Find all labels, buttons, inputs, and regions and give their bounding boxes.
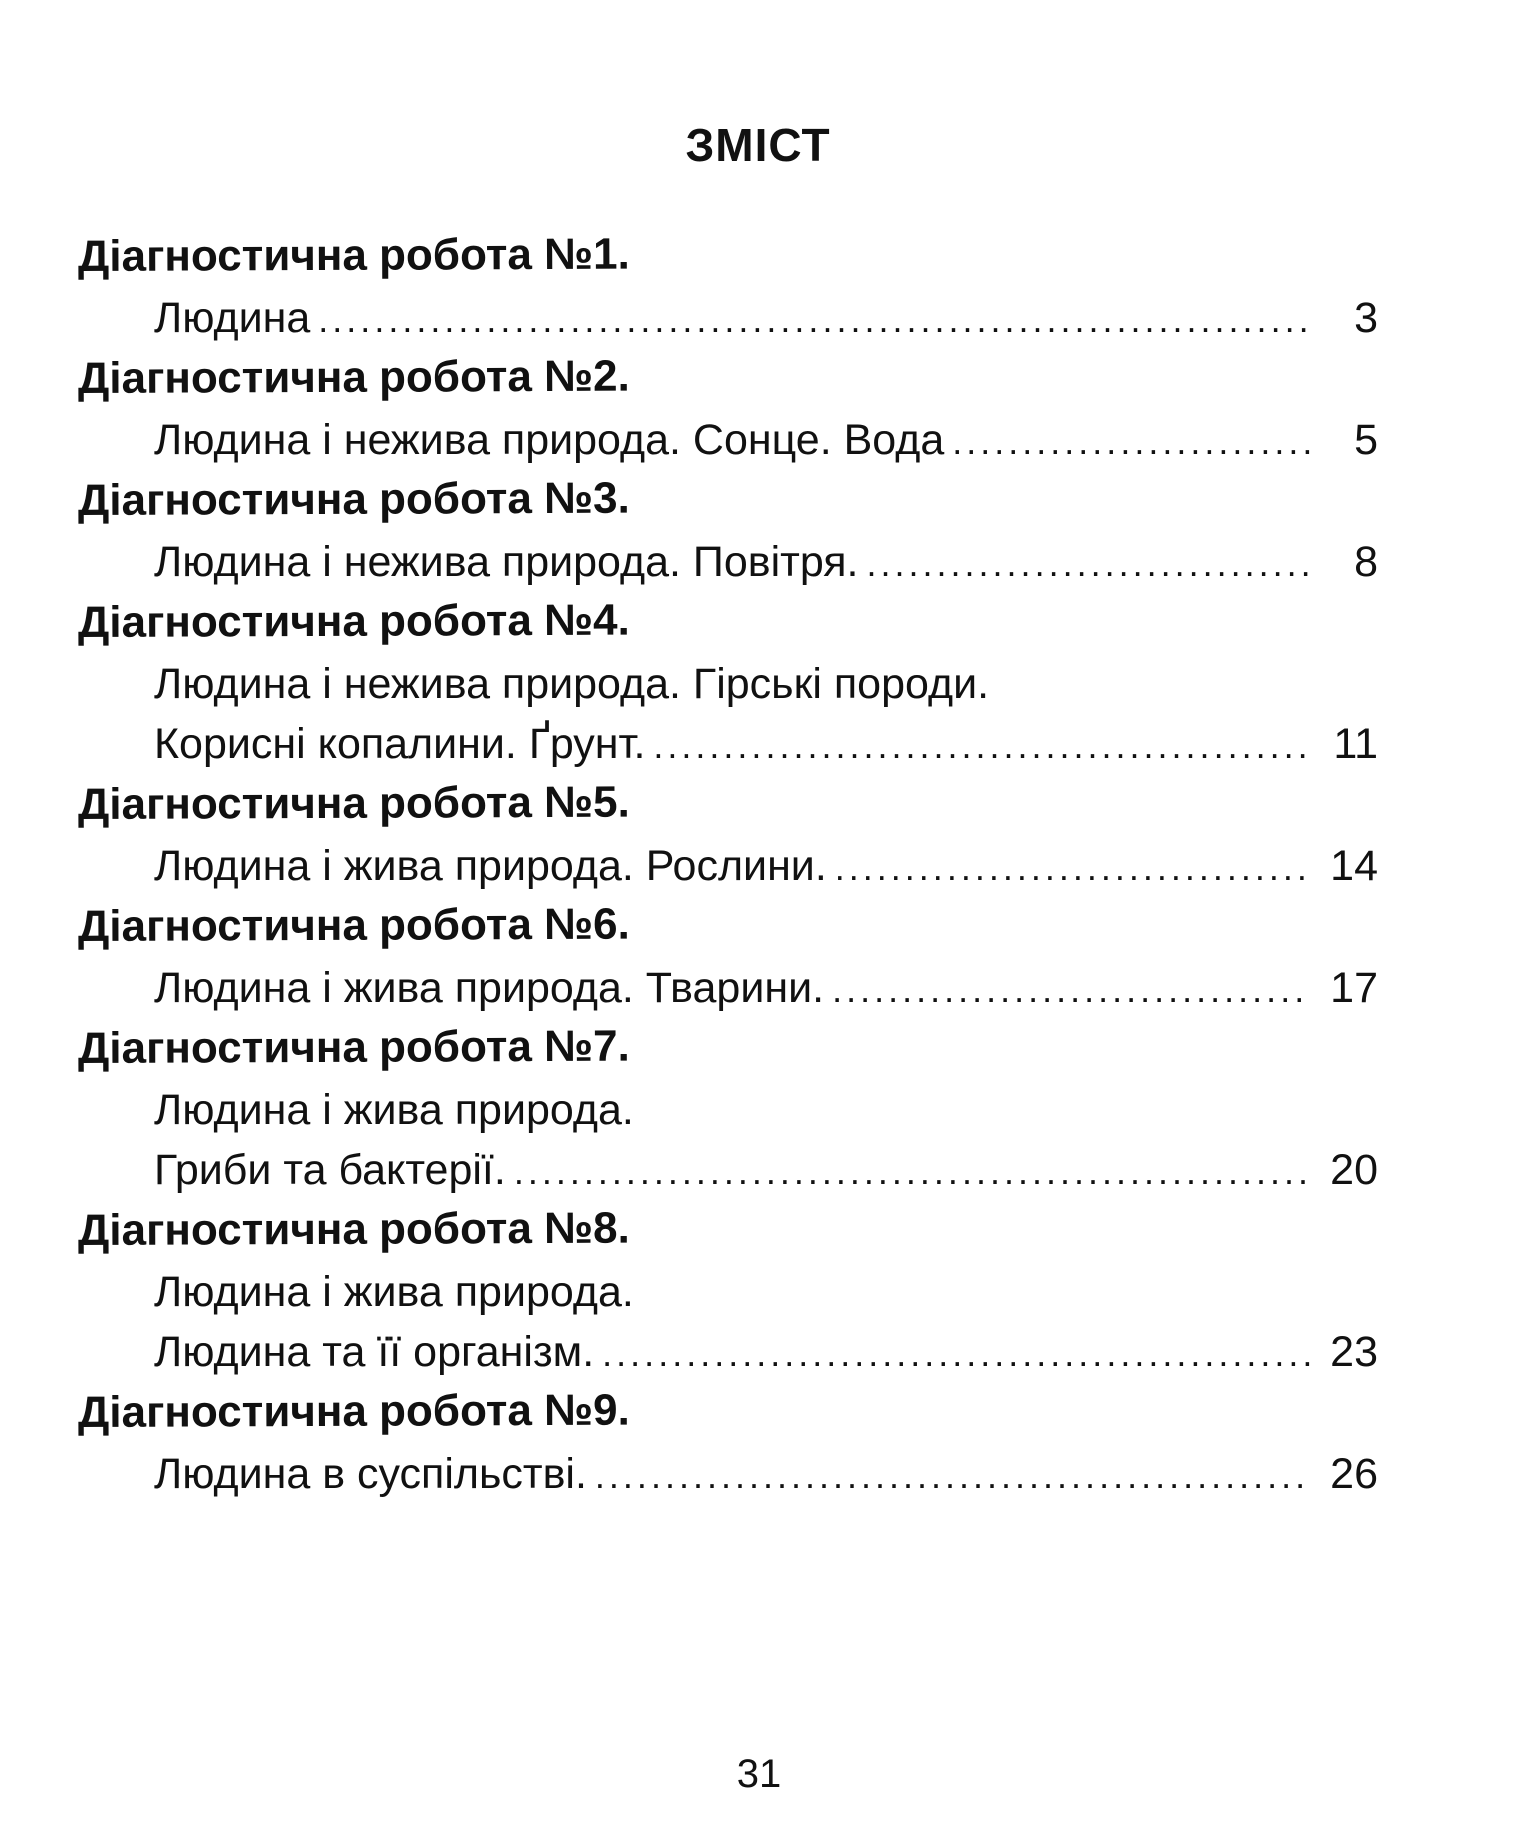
toc-entry [78,1080,1408,1200]
toc-entry-title: Людина в суспільстві. [154,1450,587,1498]
toc-page-number: 5 [1354,416,1378,464]
toc-entry-title: Людина і нежива природа. Повітря. [154,538,859,586]
toc-entry-title: Людина та її організм. [154,1328,595,1376]
toc-entry-title: Людина і жива природа. Тварини. [154,964,825,1012]
toc-entry-line [154,958,1408,1018]
dot-leader [318,290,1310,350]
toc-entry-title-line: Людина і нежива природа. Гірські породи. [154,660,990,708]
dot-leader [952,412,1310,472]
toc-entry-title: Людина і нежива природа. Сонце. Вода [154,416,945,464]
toc-section-7 [78,1018,1408,1200]
toc-entry [78,410,1408,470]
dot-leader [514,1142,1310,1202]
dot-leader [602,1324,1310,1384]
toc-section-1 [78,226,1408,348]
toc-section-6 [78,896,1408,1018]
toc-page-number: 8 [1354,538,1378,586]
toc-entry-line [154,410,1408,470]
toc-entry [78,958,1408,1018]
dot-leader [867,534,1310,594]
toc-section-heading: Діагностична робота №4. [77,595,630,647]
toc-section-heading: Діагностична робота №9. [77,1385,630,1437]
toc-page-number: 14 [1330,842,1378,890]
toc-entry-title: Гриби та бактерії. [154,1146,506,1194]
toc-entry-title: Людина [154,294,311,342]
toc-section-heading: Діагностична робота №7. [77,1021,630,1073]
toc-entry-title: Людина і жива природа. Рослини. [154,842,827,890]
toc-section-heading: Діагностична робота №5. [77,777,630,829]
toc-entry [78,836,1408,896]
toc-section-5 [78,774,1408,896]
toc-entry [78,1262,1408,1382]
toc-section-heading: Діагностична робота №6. [77,899,630,951]
toc-entry-line [154,532,1408,592]
toc-page-number: 3 [1354,294,1378,342]
toc-entry-line [154,836,1408,896]
toc-entry-title: Корисні копалини. Ґрунт. [154,720,646,768]
toc-entry-line [154,1322,1408,1382]
toc-entry-title-line: Людина і жива природа. [154,1086,634,1134]
toc-section-heading: Діагностична робота №3. [77,473,630,525]
page-title: ЗМІСТ [685,119,831,171]
table-of-contents [78,226,1408,1504]
toc-entry-title-line: Людина і жива природа. [154,1268,634,1316]
toc-entry [78,654,1408,774]
dot-leader [835,838,1310,898]
toc-section-3 [78,470,1408,592]
toc-section-heading: Діагностична робота №1. [77,229,630,281]
dot-leader [832,960,1310,1020]
page-number: 31 [736,1752,782,1796]
toc-section-8 [78,1200,1408,1382]
toc-entry-line [154,714,1408,774]
toc-section-4 [78,592,1408,774]
toc-entry-line [154,288,1408,348]
toc-entry [78,1444,1408,1504]
toc-page-number: 11 [1333,720,1378,768]
toc-section-heading: Діагностична робота №2. [77,351,630,403]
dot-leader [595,1446,1310,1506]
toc-page-number: 17 [1330,964,1378,1012]
toc-section-9 [78,1382,1408,1504]
toc-page-number: 26 [1330,1450,1378,1498]
toc-section-2 [78,348,1408,470]
toc-page-number: 20 [1330,1146,1378,1194]
toc-entry-line [154,1444,1408,1504]
dot-leader [653,716,1310,776]
toc-section-heading: Діагностична робота №8. [77,1203,630,1255]
toc-entry [78,288,1408,348]
toc-entry [78,532,1408,592]
toc-entry-line [154,1140,1408,1200]
toc-page-number: 23 [1330,1328,1378,1376]
